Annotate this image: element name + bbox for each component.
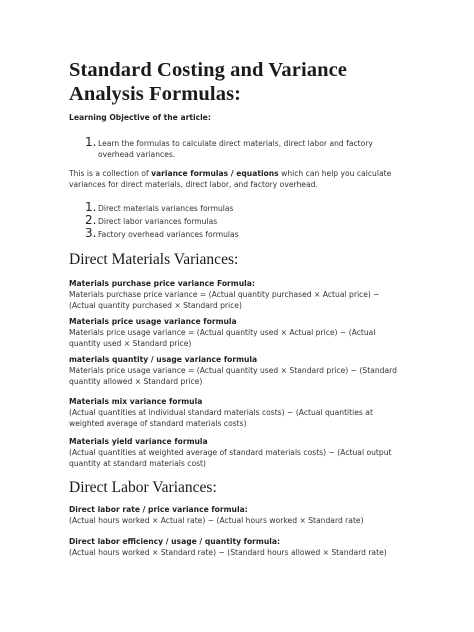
learning-objective-heading: Learning Objective of the article: [69,113,211,122]
formula-text: (Actual quantities at weighted average of standard materials costs) − (Actual output quantity at standard materials cost) [69,448,392,468]
formula-text: (Actual hours worked × Standard rate) − (Standard hours allowed × Standard rate) [69,548,387,557]
formula-block [69,504,405,526]
topic-text: Factory overhead variances formulas [98,230,239,239]
intro-emphasis: variance formulas / equations [151,169,279,178]
topic-text: Direct materials variances formulas [98,204,234,213]
formula-name: Materials price usage variance formula [69,317,237,326]
formula-block [69,316,405,349]
objective-text: Learn the formulas to calculate direct materials, direct labor and factory overhead variances. [98,139,373,159]
list-number: 2. [85,213,97,227]
formula-name: materials quantity / usage variance formula [69,355,258,364]
intro-paragraph: This is a collection of variance formulas / equations which can help you calculate variances for direct materials, direct labor, and factory overhead. [69,169,392,189]
formula-name: Materials yield variance formula [69,437,208,446]
list-number: 1. [85,135,97,149]
formula-block [69,354,405,387]
formula-block [69,536,405,558]
formula-block [69,436,405,469]
formula-text: (Actual quantities at individual standard materials costs) − (Actual quantities at weighted average of standard materials costs) [69,408,373,428]
list-number: 1. [85,200,97,214]
formula-text: Materials purchase price variance = (Actual quantity purchased × Actual price) − (Actual quantity purchased × Standard price) [69,290,380,310]
formula-name: Materials purchase price variance Formula: [69,279,255,288]
list-number: 3. [85,226,97,240]
formula-text: Materials price usage variance = (Actual quantity used × Standard price) − (Standard quantity allowed × Standard price) [69,366,397,386]
formula-name: Direct labor rate / price variance formula: [69,505,248,514]
formula-block [69,278,405,311]
topic-text: Direct labor variances formulas [98,217,218,226]
section-heading: Direct Labor Variances: [69,479,217,496]
formula-text: Materials price usage variance = (Actual quantity used × Actual price) − (Actual quantity used × Standard price) [69,328,376,348]
formula-name: Materials mix variance formula [69,397,203,406]
formula-block [69,396,405,429]
section-heading: Direct Materials Variances: [69,251,239,268]
formula-name: Direct labor efficiency / usage / quantity formula: [69,537,281,546]
formula-text: (Actual hours worked × Actual rate) − (Actual hours worked × Standard rate) [69,516,364,525]
page-title: Standard Costing and Variance Analysis Formulas: [69,59,348,105]
